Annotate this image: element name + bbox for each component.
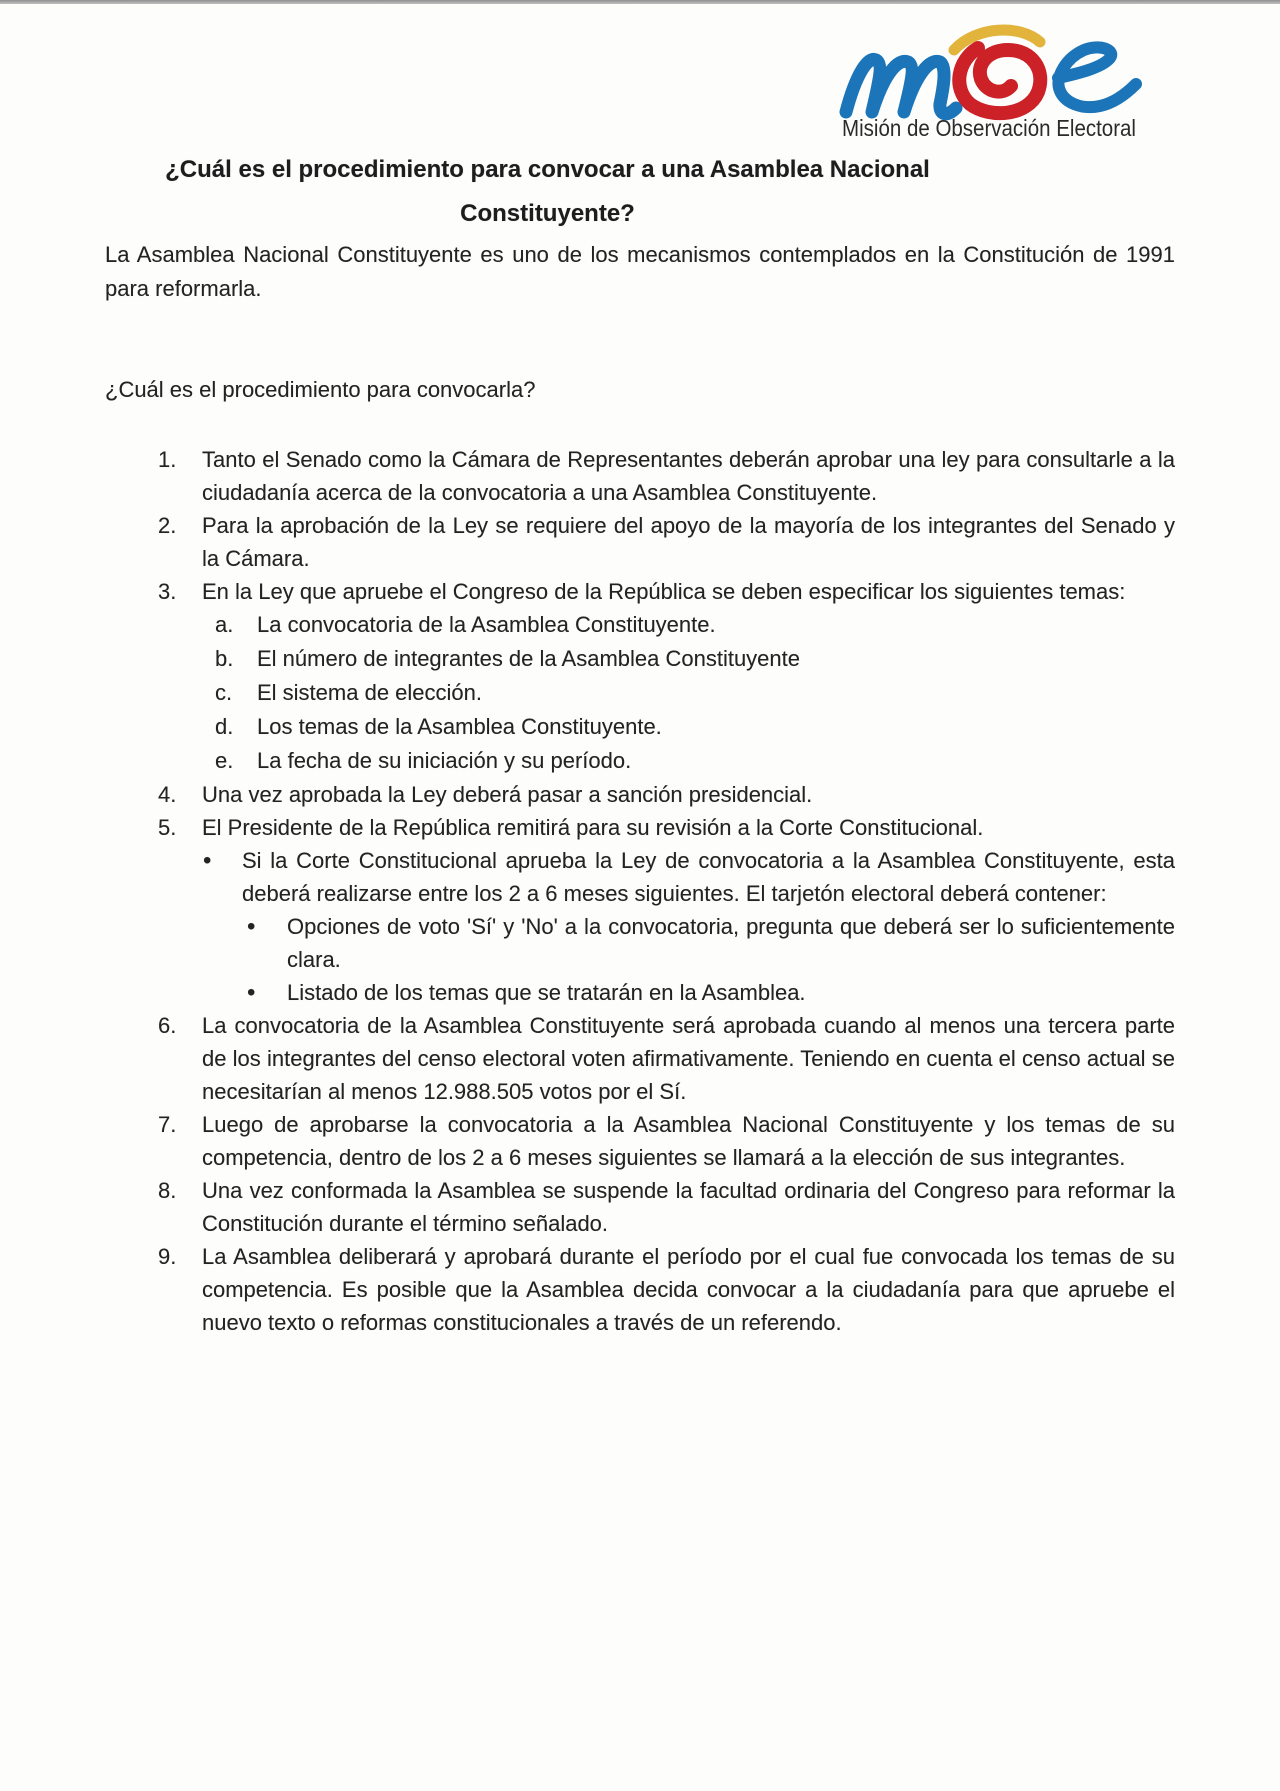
step-item-6: [158, 1009, 1175, 1108]
step-text: Tanto el Senado como la Cámara de Representantes deberán aprobar una ley para consultarle a la ciudadanía acerca de la convocatoria a una Asamblea Constituyente.: [202, 447, 1175, 505]
letter-label: b.: [215, 646, 234, 671]
step-text: La Asamblea deliberará y aprobará durante el período por el cual fue convocada los temas de su competencia. Es posible que la Asamblea decida convocar a la ciudadanía para que apruebe el nuevo texto o reformas constitucionales a través de un referendo.: [202, 1244, 1175, 1335]
step-text: Para la aprobación de la Ley se requiere del apoyo de la mayoría de los integrantes del Senado y la Cámara.: [202, 513, 1175, 571]
bullet-item: [203, 844, 1175, 1009]
bullet-marker: •: [203, 847, 212, 874]
sub-bullet-item: [247, 976, 1175, 1009]
procedure-list: [105, 443, 1175, 1339]
letter-text: Los temas de la Asamblea Constituyente.: [257, 714, 662, 739]
step-number: 1.: [158, 447, 177, 472]
step-number: 3.: [158, 579, 177, 604]
step-number: 7.: [158, 1112, 177, 1137]
letter-text: El número de integrantes de la Asamblea Constituyente: [257, 646, 800, 671]
bullet-marker: •: [247, 913, 256, 940]
letter-item-d: [215, 710, 1175, 744]
step-text: El Presidente de la República remitirá para su revisión a la Corte Constitucional.: [202, 815, 984, 840]
step-number: 8.: [158, 1178, 177, 1203]
intro-paragraph: La Asamblea Nacional Constituyente es uno de los mecanismos contemplados en la Constitución de 1991 para reformarla.: [105, 242, 1175, 301]
step-number: 4.: [158, 782, 177, 807]
step-text: Una vez aprobada la Ley deberá pasar a sanción presidencial.: [202, 782, 813, 807]
letter-item-e: [215, 744, 1175, 778]
sub-bullet-item: [247, 910, 1175, 976]
letter-label: c.: [215, 680, 233, 705]
bullet-marker: •: [247, 979, 256, 1006]
moe-logo: [838, 22, 1146, 146]
logo-letter-o-swirl: [959, 48, 1040, 113]
bullet-text: Si la Corte Constitucional aprueba la Ley de convocatoria a la Asamblea Constituyente, esta deberá realizarse entre los 2 a 6 meses siguientes. El tarjetón electoral deberá contener:: [242, 848, 1175, 906]
step-text: Luego de aprobarse la convocatoria a la Asamblea Nacional Constituyente y los temas de su competencia, dentro de los 2 a 6 meses siguientes se llamará a la elección de sus integrantes.: [202, 1112, 1175, 1170]
step-number: 6.: [158, 1013, 177, 1038]
letter-text: La convocatoria de la Asamblea Constituyente.: [257, 612, 716, 637]
sub-bullet-text: Listado de los temas que se tratarán en la Asamblea.: [287, 980, 806, 1005]
letter-item-c: [215, 676, 1175, 710]
step-item-4: [158, 778, 1175, 811]
step-item-8: [158, 1174, 1175, 1240]
letter-text: El sistema de elección.: [257, 680, 482, 705]
step-item-3: [158, 575, 1175, 778]
step-number: 5.: [158, 815, 177, 840]
page-title: ¿Cuál es el procedimiento para convocar a una Asamblea Nacional Constituyente?: [165, 156, 930, 227]
letter-label: d.: [215, 714, 234, 739]
sub-bullet-text: Opciones de voto 'Sí' y 'No' a la convocatoria, pregunta que deberá ser lo suficientemente clara.: [287, 914, 1175, 972]
step-text: En la Ley que apruebe el Congreso de la República se deben especificar los siguientes temas:: [202, 579, 1126, 604]
step-number: 2.: [158, 513, 177, 538]
logo-tagline: Misión de Observación Electoral: [842, 115, 1136, 141]
step-item-9: [158, 1240, 1175, 1339]
letter-text: La fecha de su iniciación y su período.: [257, 748, 632, 773]
step-item-2: [158, 509, 1175, 575]
step-item-5: [158, 811, 1175, 1009]
logo-letter-m: [846, 59, 956, 113]
logo-letter-e: [1058, 47, 1136, 107]
step-text: La convocatoria de la Asamblea Constituyente será aprobada cuando al menos una tercera parte de los integrantes del censo electoral voten afirmativamente. Teniendo en cuenta el censo actual se necesitarían al menos 12.988.505 votos por el Sí.: [202, 1013, 1175, 1104]
letter-label: a.: [215, 612, 234, 637]
step-number: 9.: [158, 1244, 177, 1269]
question-line: ¿Cuál es el procedimiento para convocarla?: [105, 377, 536, 402]
step-text: Una vez conformada la Asamblea se suspende la facultad ordinaria del Congreso para reformar la Constitución durante el término señalado.: [202, 1178, 1175, 1236]
step-item-7: [158, 1108, 1175, 1174]
letter-item-a: [215, 608, 1175, 642]
scan-top-edge: [0, 0, 1280, 4]
letter-item-b: [215, 642, 1175, 676]
letter-label: e.: [215, 748, 234, 773]
step-item-1: [158, 443, 1175, 509]
